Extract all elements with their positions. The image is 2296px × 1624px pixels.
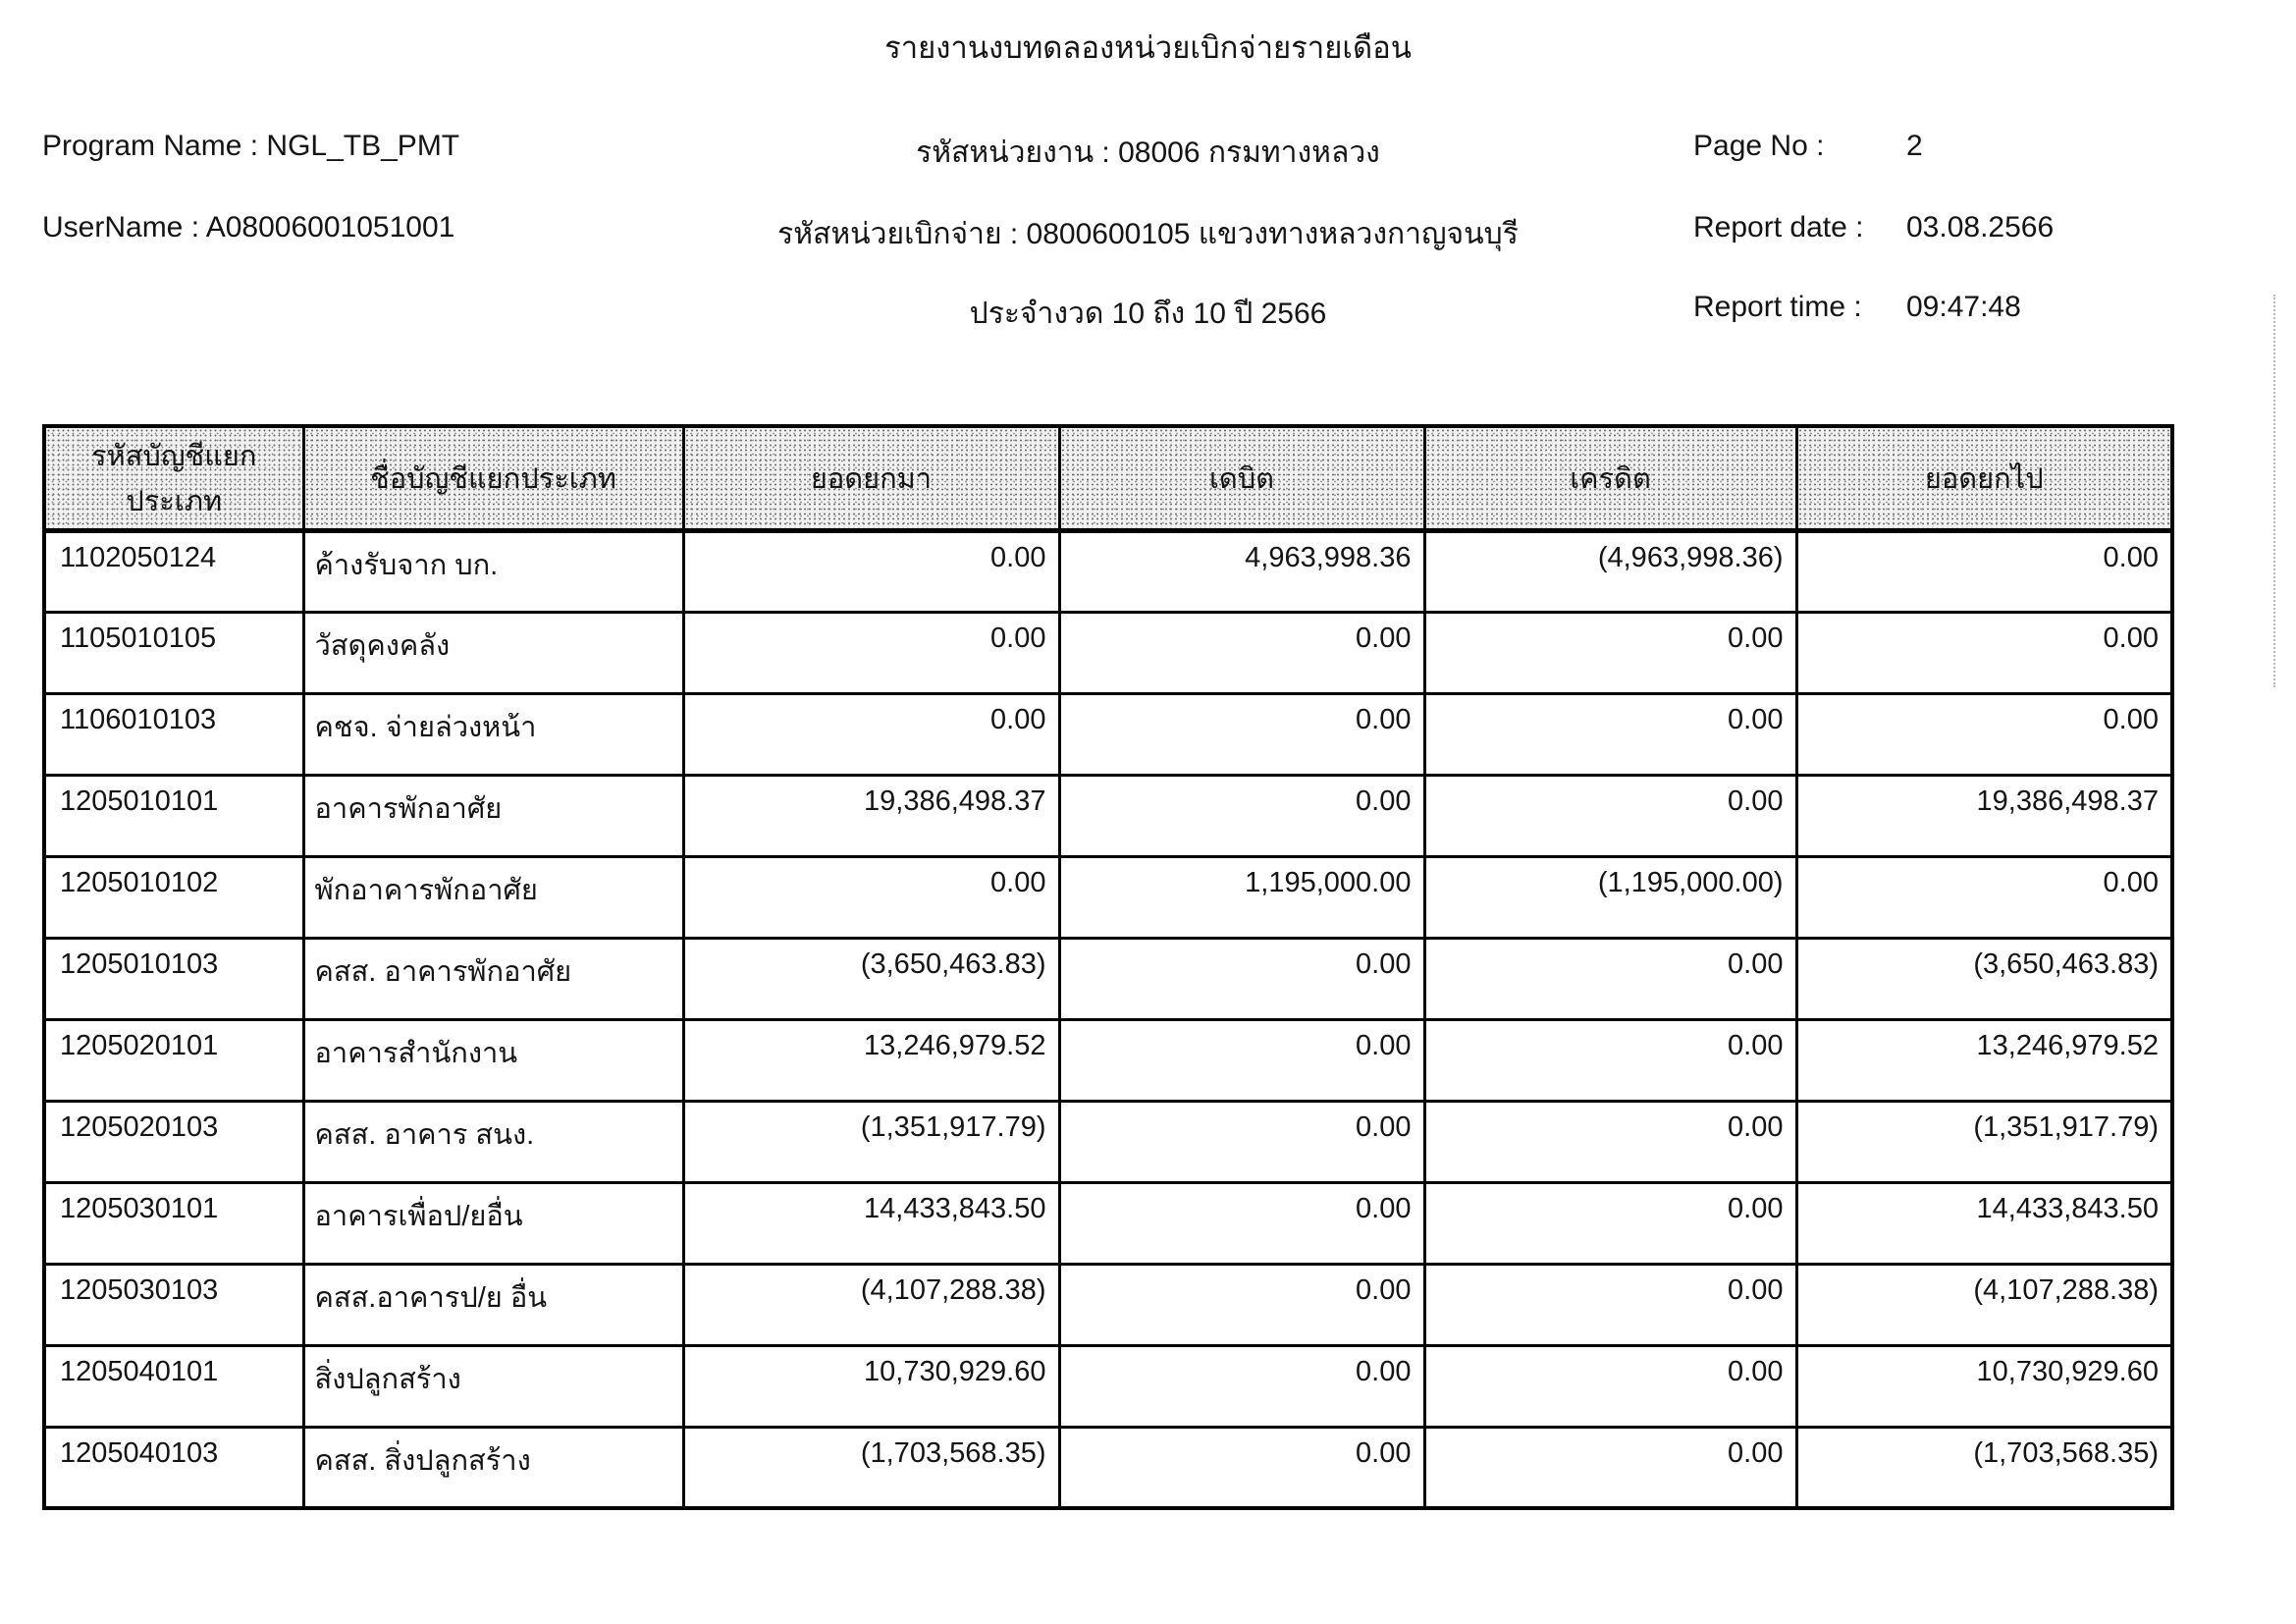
ending-balance-cell: (4,107,288.38): [1796, 1264, 2172, 1345]
report-date-label: Report date :: [1693, 211, 1864, 244]
beginning-balance-cell: 0.00: [683, 693, 1059, 775]
beginning-balance-cell: 10,730,929.60: [683, 1345, 1059, 1427]
account-name-cell: อาคารสำนักงาน: [303, 1019, 683, 1101]
debit-cell: 0.00: [1059, 1345, 1424, 1427]
ending-balance-cell: 13,246,979.52: [1796, 1019, 2172, 1101]
ending-balance-cell: 0.00: [1796, 856, 2172, 938]
col-header-account-code: รหัสบัญชีแยกประเภท: [44, 426, 303, 530]
credit-cell: 0.00: [1424, 1264, 1796, 1345]
account-code-cell: 1105010105: [44, 612, 303, 693]
account-code-cell: 1205040103: [44, 1427, 303, 1508]
credit-cell: 0.00: [1424, 693, 1796, 775]
table-row: [44, 530, 2172, 612]
col-header-beginning-balance: ยอดยกมา: [683, 426, 1059, 530]
table-row: [44, 856, 2172, 938]
col-header-credit: เครดิต: [1424, 426, 1796, 530]
account-name-cell: คสส.อาคารป/ย อื่น: [303, 1264, 683, 1345]
ending-balance-cell: 0.00: [1796, 530, 2172, 612]
ending-balance-cell: 0.00: [1796, 612, 2172, 693]
trial-balance-table: [42, 424, 2174, 1510]
username-value: A08006001051001: [205, 211, 455, 244]
account-name-cell: คสส. สิ่งปลูกสร้าง: [303, 1427, 683, 1508]
beginning-balance-cell: 0.00: [683, 530, 1059, 612]
account-code-cell: 1205020103: [44, 1101, 303, 1182]
report-date-value: 03.08.2566: [1906, 211, 2055, 244]
credit-cell: 0.00: [1424, 1019, 1796, 1101]
table-row: [44, 1345, 2172, 1427]
credit-cell: (1,195,000.00): [1424, 856, 1796, 938]
table-row: [44, 775, 2172, 856]
account-code-cell: 1205020101: [44, 1019, 303, 1101]
credit-cell: 0.00: [1424, 775, 1796, 856]
ending-balance-cell: 0.00: [1796, 693, 2172, 775]
account-name-cell: วัสดุคงคลัง: [303, 612, 683, 693]
account-name-cell: อาคารเพื่อป/ยอื่น: [303, 1182, 683, 1264]
col-header-ending-balance: ยอดยกไป: [1796, 426, 2172, 530]
credit-cell: 0.00: [1424, 1101, 1796, 1182]
ending-balance-cell: (1,351,917.79): [1796, 1101, 2172, 1182]
credit-cell: 0.00: [1424, 938, 1796, 1019]
scan-artifact-line: [2273, 295, 2275, 687]
debit-cell: 0.00: [1059, 1101, 1424, 1182]
debit-cell: 0.00: [1059, 1427, 1424, 1508]
account-name-cell: คสส. อาคารพักอาศัย: [303, 938, 683, 1019]
credit-cell: 0.00: [1424, 1182, 1796, 1264]
agency-code-line: รหัสหน่วยงาน : 08006 กรมทางหลวง: [916, 136, 1380, 169]
table-body: [44, 530, 2172, 1508]
beginning-balance-cell: 14,433,843.50: [683, 1182, 1059, 1264]
beginning-balance-cell: 0.00: [683, 856, 1059, 938]
account-code-cell: 1106010103: [44, 693, 303, 775]
debit-cell: 0.00: [1059, 693, 1424, 775]
table-row: [44, 1019, 2172, 1101]
credit-cell: (4,963,998.36): [1424, 530, 1796, 612]
debit-cell: 0.00: [1059, 1019, 1424, 1101]
account-code-cell: 1102050124: [44, 530, 303, 612]
debit-cell: 0.00: [1059, 775, 1424, 856]
ending-balance-cell: 14,433,843.50: [1796, 1182, 2172, 1264]
beginning-balance-cell: 19,386,498.37: [683, 775, 1059, 856]
account-code-cell: 1205010101: [44, 775, 303, 856]
username-label: UserName :: [42, 211, 200, 244]
report-time-value: 09:47:48: [1906, 291, 2021, 323]
credit-cell: 0.00: [1424, 1345, 1796, 1427]
table-row: [44, 612, 2172, 693]
account-code-cell: 1205010102: [44, 856, 303, 938]
credit-cell: 0.00: [1424, 1427, 1796, 1508]
beginning-balance-cell: (1,351,917.79): [683, 1101, 1059, 1182]
program-name-label: Program Name :: [42, 130, 259, 162]
credit-cell: 0.00: [1424, 612, 1796, 693]
ending-balance-cell: (1,703,568.35): [1796, 1427, 2172, 1508]
account-name-cell: คชจ. จ่ายล่วงหน้า: [303, 693, 683, 775]
table-row: [44, 693, 2172, 775]
account-name-cell: อาคารพักอาศัย: [303, 775, 683, 856]
account-name-cell: คสส. อาคาร สนง.: [303, 1101, 683, 1182]
beginning-balance-cell: 0.00: [683, 612, 1059, 693]
table-row: [44, 1427, 2172, 1508]
beginning-balance-cell: (4,107,288.38): [683, 1264, 1059, 1345]
account-code-cell: 1205030103: [44, 1264, 303, 1345]
ending-balance-cell: (3,650,463.83): [1796, 938, 2172, 1019]
table-row: [44, 938, 2172, 1019]
debit-cell: 1,195,000.00: [1059, 856, 1424, 938]
report-title: รายงานงบทดลองหน่วยเบิกจ่ายรายเดือน: [884, 30, 1412, 65]
col-header-account-name: ชื่อบัญชีแยกประเภท: [303, 426, 683, 530]
debit-cell: 0.00: [1059, 938, 1424, 1019]
page-no-label: Page No :: [1693, 130, 1825, 162]
debit-cell: 0.00: [1059, 1182, 1424, 1264]
debit-cell: 4,963,998.36: [1059, 530, 1424, 612]
account-code-cell: 1205030101: [44, 1182, 303, 1264]
ending-balance-cell: 10,730,929.60: [1796, 1345, 2172, 1427]
page-no-value: 2: [1906, 130, 1923, 162]
account-name-cell: พักอาคารพักอาศัย: [303, 856, 683, 938]
account-code-cell: 1205010103: [44, 938, 303, 1019]
program-name-value: NGL_TB_PMT: [266, 130, 460, 162]
account-name-cell: สิ่งปลูกสร้าง: [303, 1345, 683, 1427]
account-code-cell: 1205040101: [44, 1345, 303, 1427]
beginning-balance-cell: (3,650,463.83): [683, 938, 1059, 1019]
debit-cell: 0.00: [1059, 1264, 1424, 1345]
ending-balance-cell: 19,386,498.37: [1796, 775, 2172, 856]
disbursement-unit-line: รหัสหน่วยเบิกจ่าย : 0800600105 แขวงทางหลวงกาญจนบุรี: [777, 218, 1519, 250]
account-name-cell: ค้างรับจาก บก.: [303, 530, 683, 612]
report-time-label: Report time :: [1693, 291, 1862, 323]
table-header: [44, 426, 2172, 530]
table-row: [44, 1264, 2172, 1345]
col-header-debit: เดบิต: [1059, 426, 1424, 530]
debit-cell: 0.00: [1059, 612, 1424, 693]
period-line: ประจำงวด 10 ถึง 10 ปี 2566: [969, 298, 1327, 330]
table-row: [44, 1182, 2172, 1264]
table-row: [44, 1101, 2172, 1182]
beginning-balance-cell: 13,246,979.52: [683, 1019, 1059, 1101]
beginning-balance-cell: (1,703,568.35): [683, 1427, 1059, 1508]
